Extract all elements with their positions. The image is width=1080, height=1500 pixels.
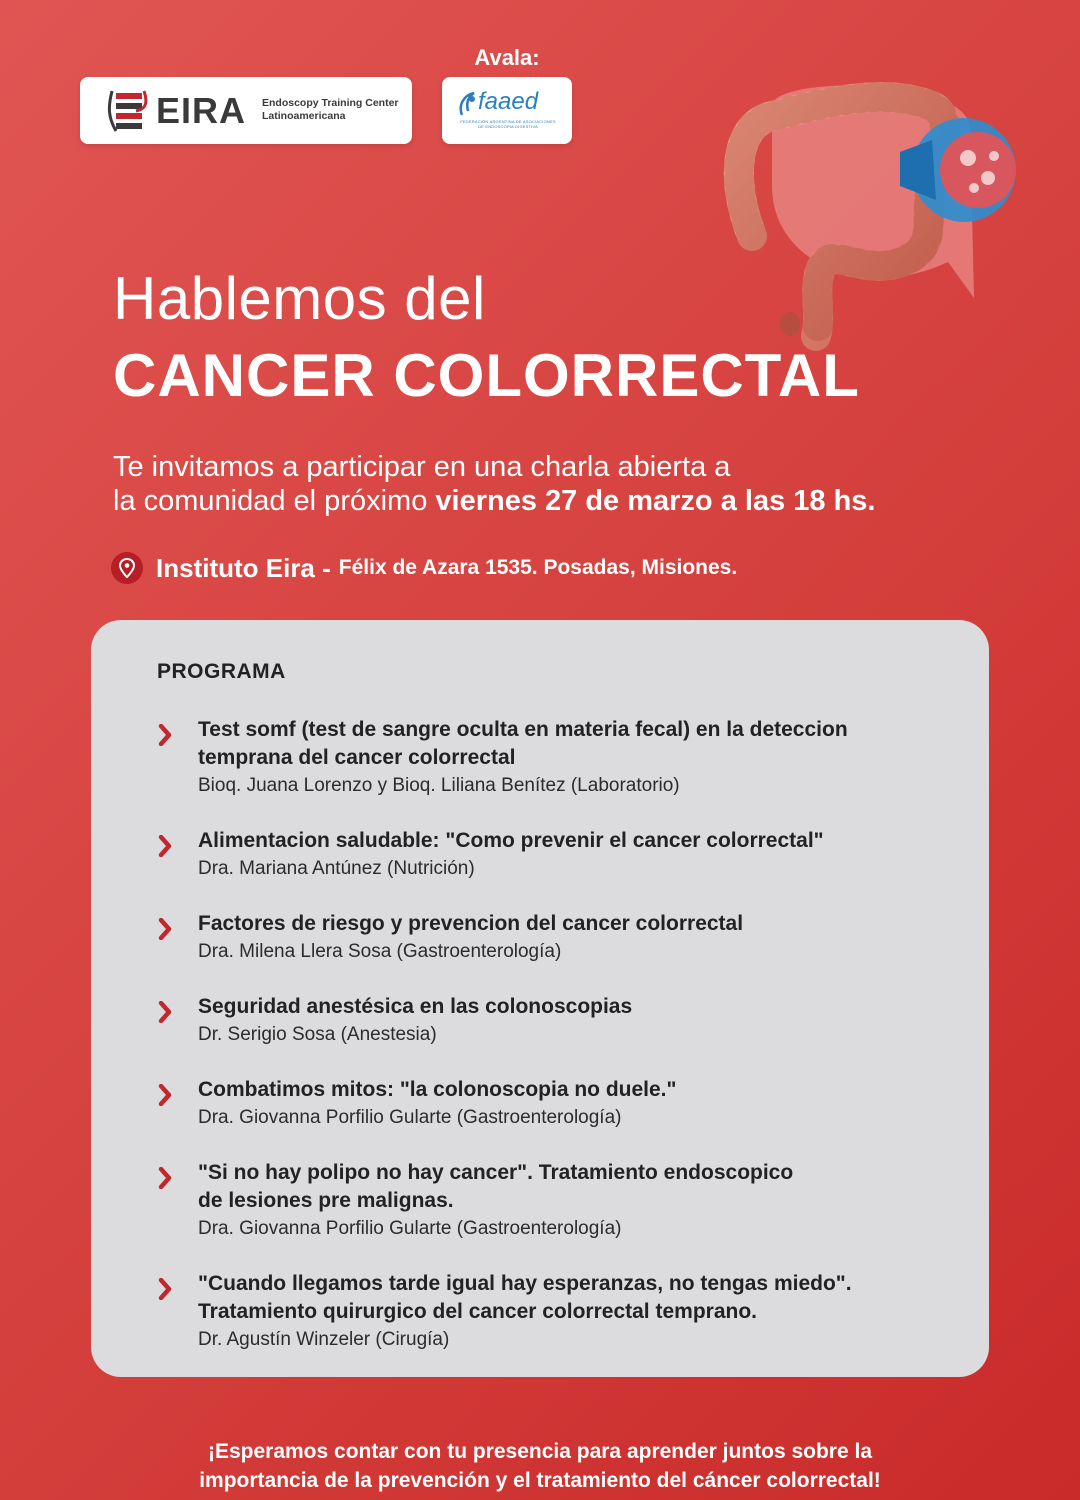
endorsement-label: Avala: <box>474 45 540 70</box>
location-name: Instituto Eira - <box>156 552 331 583</box>
chevron-right-icon <box>157 724 173 746</box>
program-item-title: Factores de riesgo y prevencion del cancer colorrectal <box>198 912 744 935</box>
program-item-speaker: Bioq. Juana Lorenzo y Bioq. Liliana Benítez (Laboratorio) <box>198 775 680 796</box>
program-item <box>157 1076 937 1132</box>
program-item-speaker: Dra. Giovanna Porfilio Gularte (Gastroenterología) <box>198 1218 622 1239</box>
program-item <box>157 827 937 883</box>
program-item-speaker: Dr. Agustín Winzeler (Cirugía) <box>198 1329 450 1350</box>
location-address: Félix de Azara 1535. Posadas, Misiones. <box>338 556 738 579</box>
program-item <box>157 716 937 800</box>
program-item-title: "Cuando llegamos tarde igual hay esperanzas, no tengas miedo". Tratamiento quirurgico del cancer colorrectal temprano. <box>198 1272 852 1323</box>
invitation-line-1: Te invitamos a participar en una charla abierta a <box>113 451 731 483</box>
headline-line-2: CANCER COLORRECTAL <box>113 342 860 409</box>
chevron-right-icon <box>157 835 173 857</box>
chevron-right-icon <box>157 1167 173 1189</box>
program-item-speaker: Dr. Serigio Sosa (Anestesia) <box>198 1024 437 1045</box>
closing-message <box>0 1440 1080 1495</box>
closing-line-1: ¡Esperamos contar con tu presencia para aprender juntos sobre la <box>207 1440 873 1463</box>
event-date: viernes 27 de marzo a las 18 hs. <box>435 485 876 517</box>
program-item <box>157 993 937 1049</box>
faaed-wordmark: faaed <box>478 88 539 115</box>
program-item-title: Alimentacion saludable: "Como prevenir el cancer colorrectal" <box>198 829 824 852</box>
location-pin-icon <box>111 552 143 584</box>
faaed-emblem-icon <box>458 91 480 117</box>
chevron-right-icon <box>157 1278 173 1300</box>
chevron-right-icon <box>157 1084 173 1106</box>
closing-line-2: importancia de la prevención y el tratamiento del cáncer colorrectal! <box>199 1469 881 1492</box>
program-item-speaker: Dra. Mariana Antúnez (Nutrición) <box>198 858 475 879</box>
chevron-right-icon <box>157 1001 173 1023</box>
eira-logo <box>80 77 412 144</box>
program-item-title: Test somf (test de sangre oculta en materia fecal) en la deteccion temprana del cancer colorrectal <box>198 718 848 769</box>
faaed-tagline: FEDERACIÓN ARGENTINA DE ASOCIACIONES DE ENDOSCOPIA DIGESTIVA <box>460 119 556 129</box>
program-item <box>157 1159 937 1243</box>
program-item-title: Seguridad anestésica en las colonoscopias <box>198 995 633 1018</box>
program-item-title: Combatimos mitos: "la colonoscopia no duele." <box>198 1078 677 1101</box>
program-title: PROGRAMA <box>157 660 286 683</box>
program-item-title: "Si no hay polipo no hay cancer". Tratamiento endoscopico de lesiones pre malignas. <box>198 1161 794 1212</box>
invitation-text <box>113 450 1053 518</box>
colon-illustration-icon <box>712 66 1032 356</box>
event-location <box>111 552 737 584</box>
headline-line-1: Hablemos del <box>113 265 486 332</box>
program-item-speaker: Dra. Milena Llera Sosa (Gastroenterología) <box>198 941 562 962</box>
eira-emblem-icon <box>106 87 150 133</box>
program-card <box>91 620 989 1377</box>
program-item-speaker: Dra. Giovanna Porfilio Gularte (Gastroenterología) <box>198 1107 622 1128</box>
faaed-logo <box>442 77 572 144</box>
eira-subtitle: Endoscopy Training Center Latinoamericana <box>262 97 399 122</box>
chevron-right-icon <box>157 918 173 940</box>
eira-wordmark: EIRA <box>156 90 247 131</box>
program-item <box>157 1270 937 1354</box>
program-item <box>157 910 937 966</box>
invitation-line-2: la comunidad el próximo viernes 27 de marzo a las 18 hs. <box>113 485 876 517</box>
